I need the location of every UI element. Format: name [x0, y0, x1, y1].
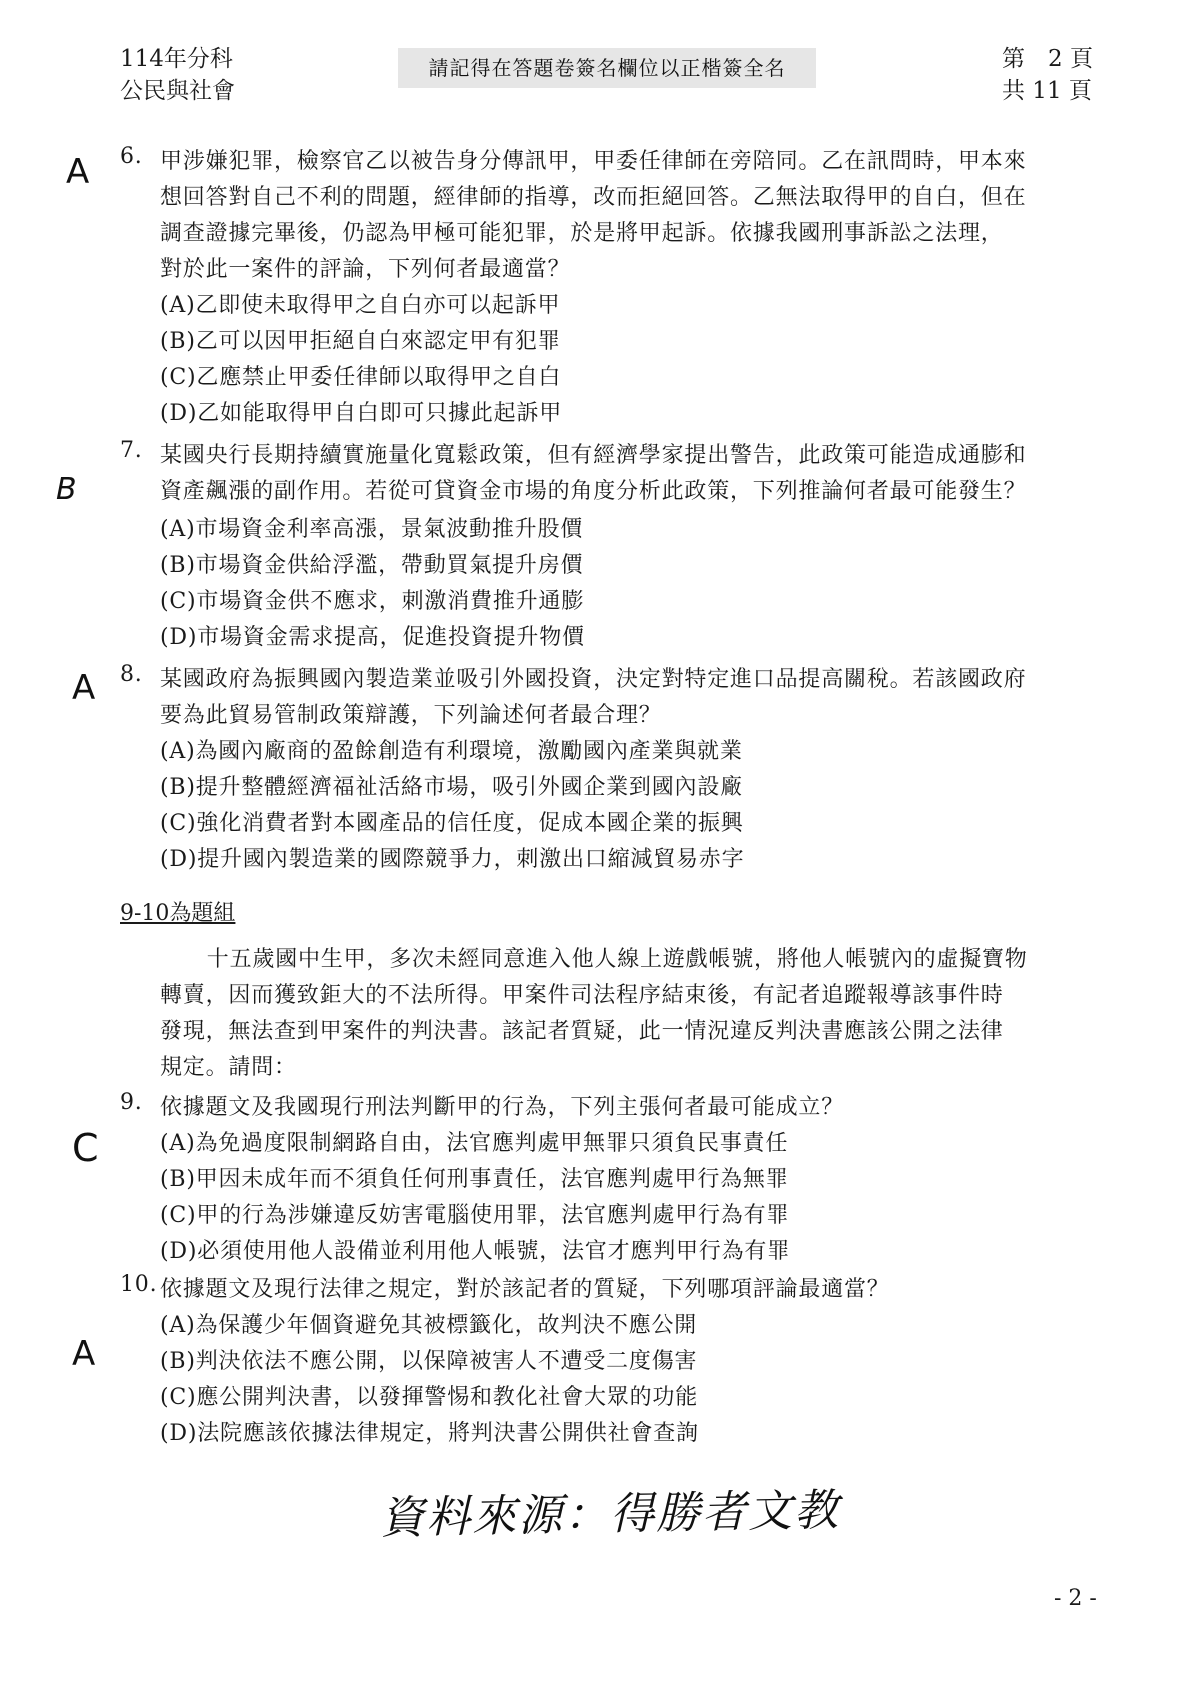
handwritten-answer-q9: C: [72, 1126, 99, 1170]
option-c: (C)強化消費者對本國產品的信任度，促成本國企業的振興: [160, 811, 744, 836]
option-c: (C)市場資金供不應求，刺激消費推升通膨: [160, 589, 585, 614]
option-d: (D)法院應該依據法律規定，將判決書公開供社會查詢: [160, 1421, 699, 1446]
handwritten-answer-q8: A: [72, 668, 96, 708]
handwritten-answer-q7: B: [56, 472, 77, 507]
option-a: (A)市場資金利率高漲，景氣波動推升股價: [160, 517, 584, 542]
question-stem-line: 依據題文及我國現行刑法判斷甲的行為，下列主張何者最可能成立？: [160, 1095, 845, 1120]
option-b: (B)甲因未成年而不須負任何刑事責任，法官應判處甲行為無罪: [160, 1167, 789, 1192]
question-stem-line: 對於此一案件的評論，下列何者最適當？: [160, 257, 571, 282]
page-label: 第 2 頁: [1002, 46, 1093, 72]
total-pages-label: 共 11 頁: [1002, 78, 1092, 104]
option-d: (D)提升國內製造業的國際競爭力，刺激出口縮減貿易赤字: [160, 847, 745, 872]
passage-line: 轉賣，因而獲致鉅大的不法所得。甲案件司法程序結束後，有記者追蹤報導該事件時: [160, 983, 1004, 1008]
option-d: (D)乙如能取得甲自白即可只據此起訴甲: [160, 401, 563, 426]
subject-name: 公民與社會: [120, 78, 235, 104]
signature-notice: 請記得在答題卷簽名欄位以正楷簽全名: [398, 48, 816, 88]
option-c: (C)乙應禁止甲委任律師以取得甲之自白: [160, 365, 562, 390]
question-stem-line: 調查證據完畢後，仍認為甲極可能犯罪，於是將甲起訴。依據我國刑事訴訟之法理，: [160, 221, 1004, 246]
question-stem-line: 要為此貿易管制政策辯護，下列論述何者最合理？: [160, 703, 662, 728]
handwritten-answer-q6: A: [66, 152, 90, 192]
question-number: 6.: [120, 144, 143, 169]
option-b: (B)判決依法不應公開，以保障被害人不遭受二度傷害: [160, 1349, 698, 1374]
passage-line: 發現，無法查到甲案件的判決書。該記者質疑，此一情況違反判決書應該公開之法律: [160, 1019, 1004, 1044]
question-stem-line: 甲涉嫌犯罪，檢察官乙以被告身分傳訊甲，甲委任律師在旁陪同。乙在訊問時，甲本來: [160, 149, 1027, 174]
question-group-title: 9-10為題組: [120, 901, 236, 926]
option-b: (B)提升整體經濟福祉活絡市場，吸引外國企業到國內設廠: [160, 775, 743, 800]
question-number: 8.: [120, 662, 143, 687]
question-stem-line: 想回答對自己不利的問題，經律師的指導，改而拒絕回答。乙無法取得甲的自白，但在: [160, 185, 1027, 210]
passage-line: 十五歲國中生甲，多次未經同意進入他人線上遊戲帳號，將他人帳號內的虛擬寶物: [184, 947, 1028, 972]
question-stem-line: 某國央行長期持續實施量化寬鬆政策，但有經濟學家提出警告，此政策可能造成通膨和: [160, 443, 1027, 468]
option-a: (A)為保護少年個資避免其被標籤化，故判決不應公開: [160, 1313, 698, 1338]
option-c: (C)應公開判決書，以發揮警惕和教化社會大眾的功能: [160, 1385, 699, 1410]
question-stem-line: 某國政府為振興國內製造業並吸引外國投資，決定對特定進口品提高關稅。若該國政府: [160, 667, 1027, 692]
option-a: (A)為免過度限制網路自由，法官應判處甲無罪只須負民事責任: [160, 1131, 789, 1156]
option-b: (B)乙可以因甲拒絕自白來認定甲有犯罪: [160, 329, 561, 354]
passage-line: 規定。請問：: [160, 1055, 297, 1080]
option-d: (D)市場資金需求提高，促進投資提升物價: [160, 625, 585, 650]
question-stem-line: 依據題文及現行法律之規定，對於該記者的質疑，下列哪項評論最適當？: [160, 1277, 890, 1302]
handwritten-source-note: 資料來源：得勝者文教: [379, 1484, 841, 1545]
exam-year: 114年分科: [120, 46, 233, 72]
question-number: 10.: [120, 1272, 158, 1297]
option-a: (A)乙即使未取得甲之自白亦可以起訴甲: [160, 293, 561, 318]
page-number: - 2 -: [1054, 1586, 1097, 1611]
option-d: (D)必須使用他人設備並利用他人帳號，法官才應判甲行為有罪: [160, 1239, 791, 1264]
option-b: (B)市場資金供給浮濫，帶動買氣提升房價: [160, 553, 584, 578]
option-c: (C)甲的行為涉嫌違反妨害電腦使用罪，法官應判處甲行為有罪: [160, 1203, 790, 1228]
question-number: 7.: [120, 438, 143, 463]
question-stem-line: 資產飆漲的副作用。若從可貸資金市場的角度分析此政策，下列推論何者最可能發生？: [160, 479, 1027, 504]
option-a: (A)為國內廠商的盈餘創造有利環境，激勵國內產業與就業: [160, 739, 743, 764]
handwritten-answer-q10: A: [72, 1334, 96, 1374]
question-number: 9.: [120, 1090, 143, 1115]
